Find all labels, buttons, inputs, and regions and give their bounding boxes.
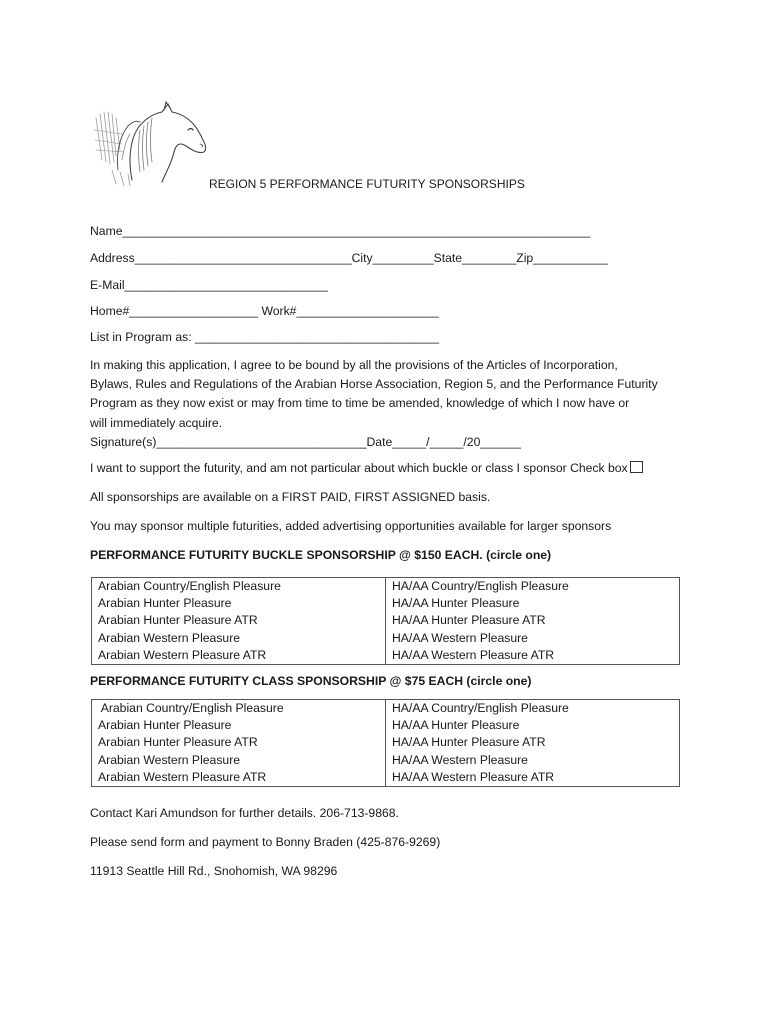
mailing-address: 11913 Seattle Hill Rd., Snohomish, WA 98296: [90, 864, 338, 878]
buckle-class-option[interactable]: HA/AA Western Pleasure ATR: [392, 647, 555, 662]
program-listing-field[interactable]: List in Program as: ____________________________________: [90, 330, 439, 344]
class-sponsorship-table: [91, 699, 680, 787]
buckle-class-option[interactable]: Arabian Hunter Pleasure ATR: [98, 613, 258, 628]
buckle-class-option[interactable]: Arabian Western Pleasure: [98, 630, 241, 645]
agreement-paragraph: [90, 356, 690, 452]
page-title: REGION 5 PERFORMANCE FUTURITY SPONSORSHIPS: [209, 177, 525, 191]
class-option[interactable]: HA/AA Hunter Pleasure ATR: [392, 735, 546, 750]
class-option[interactable]: Arabian Western Pleasure: [98, 752, 241, 767]
contact-info: Contact Kari Amundson for further details. 206-713-9868.: [90, 806, 399, 820]
buckle-sponsorship-table: [91, 577, 680, 665]
class-option[interactable]: Arabian Western Pleasure ATR: [98, 769, 267, 784]
class-option[interactable]: Arabian Hunter Pleasure ATR: [98, 735, 258, 750]
buckle-class-option[interactable]: HA/AA Western Pleasure: [392, 630, 528, 645]
buckle-class-option[interactable]: Arabian Western Pleasure ATR: [98, 647, 267, 662]
class-sponsorship-heading: PERFORMANCE FUTURITY CLASS SPONSORSHIP @ $75 EACH (circle one): [90, 674, 532, 688]
buckle-sponsorship-heading: PERFORMANCE FUTURITY BUCKLE SPONSORSHIP @ $150 EACH. (circle one): [90, 548, 552, 562]
arabian-horse-sketch-icon: [92, 100, 212, 186]
agreement-line: will immediately acquire.: [90, 415, 223, 430]
support-option: [90, 461, 643, 475]
agreement-line: Bylaws, Rules and Regulations of the Arabian Horse Association, Region 5, and the Performance Futurity: [90, 377, 658, 392]
agreement-line: Program as they now exist or may from time to time be amended, knowledge of which I now have or: [90, 396, 630, 411]
name-field[interactable]: Name_____________________________________________________________________: [90, 224, 591, 238]
buckle-class-option[interactable]: HA/AA Country/English Pleasure: [392, 579, 569, 593]
class-option[interactable]: HA/AA Hunter Pleasure: [392, 718, 520, 733]
first-paid-note: All sponsorships are available on a FIRST PAID, FIRST ASSIGNED basis.: [90, 490, 491, 504]
email-field[interactable]: E-Mail______________________________: [90, 278, 328, 292]
buckle-arabian-column: [92, 578, 386, 665]
class-option[interactable]: HA/AA Western Pleasure ATR: [392, 769, 555, 784]
class-option[interactable]: Arabian Country/English Pleasure: [98, 701, 284, 715]
class-option[interactable]: Arabian Hunter Pleasure: [98, 718, 232, 733]
support-text: I want to support the futurity, and am not particular about which buckle or class I sponsor Check box: [90, 461, 628, 475]
buckle-class-option[interactable]: Arabian Country/English Pleasure: [98, 579, 281, 593]
class-haaa-column: [386, 700, 680, 787]
class-option[interactable]: HA/AA Western Pleasure: [392, 752, 528, 767]
buckle-class-option[interactable]: Arabian Hunter Pleasure: [98, 596, 232, 611]
send-form-info: Please send form and payment to Bonny Braden (425-876-9269): [90, 835, 441, 849]
signature-date-field[interactable]: Signature(s)_______________________________Date_____/_____/20______: [90, 434, 522, 449]
support-checkbox[interactable]: [630, 461, 643, 473]
multiple-sponsor-note: You may sponsor multiple futurities, added advertising opportunities available for larger sponsors: [90, 519, 612, 533]
buckle-class-option[interactable]: HA/AA Hunter Pleasure: [392, 596, 520, 611]
buckle-class-option[interactable]: HA/AA Hunter Pleasure ATR: [392, 613, 546, 628]
buckle-haaa-column: [386, 578, 680, 665]
agreement-line: In making this application, I agree to be bound by all the provisions of the Articles of Incorporation,: [90, 358, 618, 372]
class-option[interactable]: HA/AA Country/English Pleasure: [392, 701, 569, 715]
phone-field[interactable]: Home#___________________ Work#_____________________: [90, 304, 439, 318]
class-arabian-column: [92, 700, 386, 787]
address-field[interactable]: Address________________________________City_________State________Zip___________: [90, 251, 608, 265]
